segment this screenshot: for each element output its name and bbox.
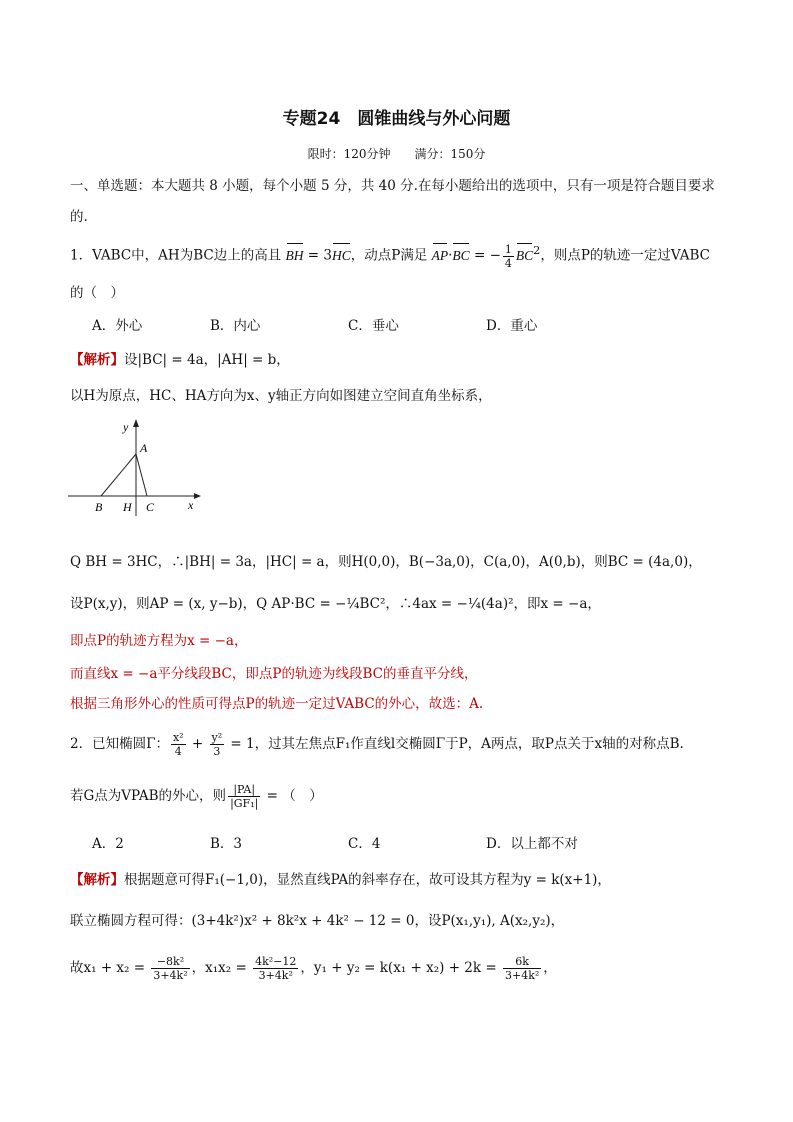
fraction-numerator: 1 — [504, 242, 512, 256]
point-b-label: B — [95, 500, 103, 514]
q2-sol3-a: 故x₁ + x₂ = — [70, 960, 150, 976]
fraction-denominator: 3+4k² — [504, 969, 540, 982]
point-c-label: C — [146, 500, 155, 514]
q2-solution-line-1 — [70, 870, 611, 890]
fraction-numerator: |PA| — [228, 783, 260, 797]
q2-solution-line-3 — [70, 955, 557, 982]
solution-tag: 【解析】 — [70, 352, 124, 368]
fraction-one-quarter — [503, 243, 514, 270]
q1-solution-line-5: 即点P的轨迹方程为x = −a， — [70, 633, 248, 649]
q2-stem-line-2 — [70, 783, 323, 810]
q2-stem-a: 2．已知椭圆Γ： — [70, 736, 169, 752]
dot-operator: · — [448, 247, 453, 264]
y-axis-arrow — [133, 419, 139, 427]
q2-option-c: C．4 — [348, 836, 381, 852]
q1-stem-b: ，动点P满足 — [350, 247, 432, 264]
q1-option-a: A．外心 — [92, 318, 143, 334]
q1-stem-a: 1．VABC中，AH为BC边上的高且 — [70, 247, 286, 264]
q2-option-d: D．以上都不对 — [486, 836, 578, 852]
fraction-denominator: 4 — [504, 256, 512, 270]
fraction-numerator: −8k² — [151, 955, 189, 969]
fraction-denominator: 3+4k² — [258, 969, 293, 982]
fraction-sum-y — [503, 955, 541, 982]
fraction-denominator: 3+4k² — [153, 969, 188, 982]
x-axis-arrow — [194, 493, 201, 499]
q2-stem-b: = 1，过其左焦点F₁作直线l交椭圆Γ于P，A两点，取P点关于x轴的对称点B. — [226, 736, 684, 752]
solution-tag: 【解析】 — [70, 872, 124, 888]
q2-option-a: A．2 — [92, 836, 124, 852]
plus-operator: + — [187, 736, 208, 752]
q1-option-b: B．内心 — [210, 318, 261, 334]
q1-option-d: D．重心 — [486, 318, 538, 334]
q2-solution-text-1: 根据题意可得F₁(−1,0)，显然直线PA的斜率存在，故可设其方程为y = k(x+1)， — [124, 872, 611, 888]
q1-stem-c: ，则点P的轨迹一定过VABC — [540, 247, 711, 264]
q1-eq-minus: = − — [469, 247, 501, 264]
point-a-label: A — [140, 441, 148, 455]
fraction-sum-x — [151, 955, 189, 982]
q2-sol3-b: ，x₁x₂ = — [191, 960, 252, 976]
y-axis-label: y — [123, 420, 129, 434]
vector-hc: HC — [332, 246, 351, 266]
time-score-info: 限时：120分钟 满分：150分 — [307, 147, 486, 161]
q1-solution-line-6: 而直线x = −a平分线段BC，即点P的轨迹为线段BC的垂直平分线， — [70, 666, 478, 682]
q2-stem-line-1 — [70, 731, 684, 758]
page-title: 专题24 圆锥曲线与外心问题 — [282, 109, 511, 129]
q2-sol3-d: ， — [543, 960, 557, 976]
fraction-numerator: y² — [211, 731, 223, 744]
q2-stem-d: = （ ） — [262, 788, 323, 804]
fraction-y2-over-3 — [210, 731, 225, 758]
q2-option-b: B．3 — [210, 836, 243, 852]
x-axis-label: x — [188, 498, 194, 512]
side-ba — [101, 454, 136, 496]
section-heading-line-2: 的. — [70, 209, 88, 225]
q1-option-c: C．垂心 — [348, 318, 399, 334]
q1-solution-line-1 — [70, 350, 290, 370]
fraction-numerator: 6k — [503, 955, 541, 969]
fraction-pa-over-gf1 — [228, 783, 260, 810]
q1-eq-bh: = 3 — [303, 247, 332, 264]
q1-solution-line-4: 设P(x,y)，则AP = (x, y−b)，Q AP·BC = −¼BC²，∴4ax = −¼(4a)²，即x = −a， — [70, 596, 601, 612]
q2-solution-line-2: 联立椭圆方程可得：(3+4k²)x² + 8k²x + 4k² − 12 = 0，设P(x₁,y₁), A(x₂,y₂)， — [70, 913, 565, 929]
q1-solution-line-2: 以H为原点，HC、HA方向为x、y轴正方向如图建立空间直角坐标系， — [70, 388, 492, 404]
fraction-numerator: 4k²−12 — [255, 955, 297, 968]
fraction-denominator: 4 — [174, 745, 182, 758]
fraction-denominator: |GF₁| — [230, 797, 259, 810]
q1-solution-line-3: Q BH = 3HC，∴|BH| = 3a，|HC| = a，则H(0,0)，B(−3a,0)，C(a,0)，A(0,b)，则BC = (4a,0)， — [70, 554, 702, 570]
exponent: 2 — [533, 244, 541, 257]
vector-bc: BC — [452, 246, 469, 266]
vector-ap: AP — [432, 246, 449, 266]
side-ac — [136, 454, 147, 496]
fraction-x2-over-4 — [171, 731, 186, 758]
vector-bh: BH — [286, 246, 304, 266]
q2-stem-c: 若G点为VPAB的外心，则 — [70, 788, 227, 804]
q1-solution-line-7: 根据三角形外心的性质可得点P的轨迹一定过VABC的外心，故选：A. — [70, 696, 484, 712]
q1-stem-line-2: 的（ ） — [70, 285, 124, 301]
fraction-denominator: 3 — [213, 745, 221, 758]
point-h-label: H — [123, 500, 132, 514]
fraction-numerator: x² — [172, 731, 184, 744]
fraction-product-x — [253, 955, 298, 982]
vector-bc-squared: BC — [516, 246, 533, 266]
coordinate-diagram — [68, 418, 203, 518]
section-heading-line-1: 一、单选题：本大题共 8 小题，每个小题 5 分，共 40 分.在每小题给出的选项中，只有一项是符合题目要求 — [70, 178, 715, 194]
q1-stem-line-1 — [70, 241, 710, 270]
q2-sol3-c: ，y₁ + y₂ = k(x₁ + x₂) + 2k = — [300, 960, 501, 976]
q1-solution-text-1: 设|BC| = 4a，|AH| = b， — [124, 352, 290, 368]
